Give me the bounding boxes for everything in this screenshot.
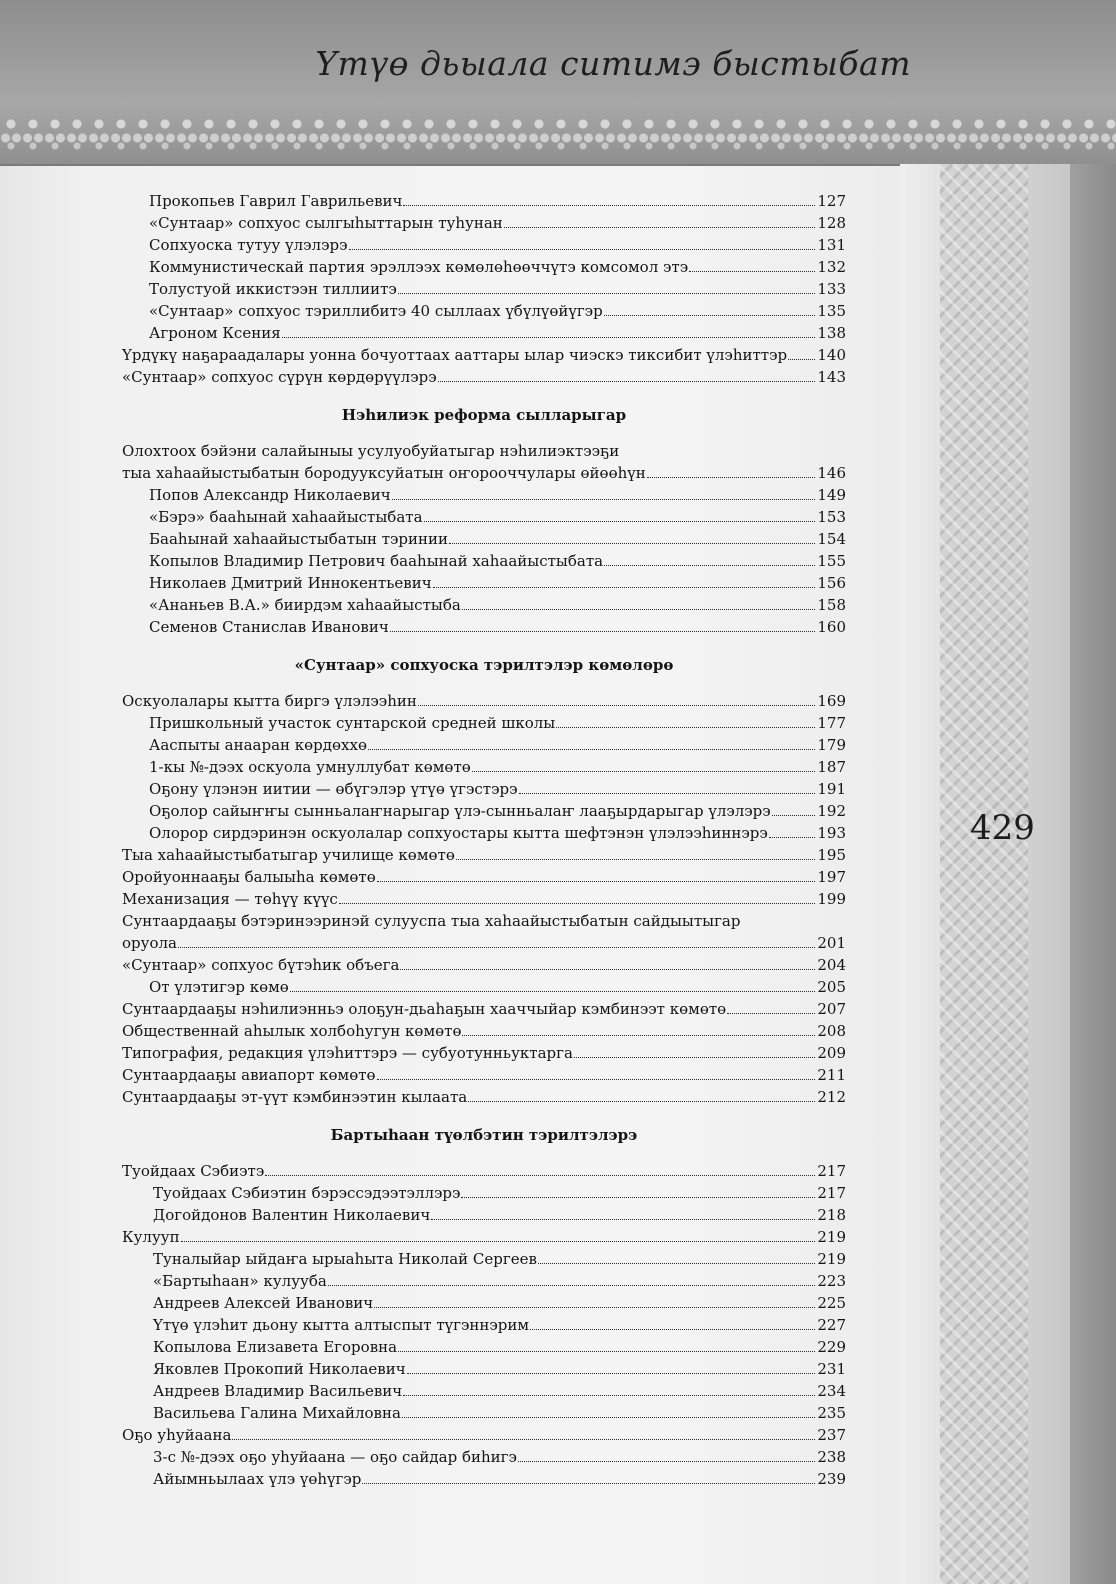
toc-entry-page: 192 [817,802,846,820]
toc-entry-page: 169 [817,692,846,710]
toc-entry-page: 160 [817,618,846,636]
toc-entry-page: 187 [817,758,846,776]
table-of-contents [122,190,846,1490]
toc-entry-title: Сунтаардааҕы эт-үүт кэмбинээтин кылаата [122,1088,468,1106]
dot-leader [504,227,816,228]
toc-entry [122,616,846,638]
toc-entry [122,1446,846,1468]
toc-entry-title: Туойдаах Сэбиэтэ [122,1162,265,1180]
toc-entry-page: 154 [817,530,846,548]
dot-leader [374,1307,815,1308]
toc-entry [122,344,846,366]
toc-entry [122,800,846,822]
dot-leader [424,521,816,522]
dot-leader [181,1241,816,1242]
toc-entry-title: 3-с №-дээх оҕо уһуйаана — оҕо сайдар биһигэ [153,1448,517,1466]
page-edge-shadow [1070,164,1116,1584]
toc-entry-title: «Сунтаар» сопхуос сүрүн көрдөрүүлэрэ [122,368,437,386]
toc-entry [122,954,846,976]
toc-entry-title: Яковлев Прокопий Николаевич [153,1360,406,1378]
toc-entry-title: Ааспыты анааран көрдөххө [149,736,368,754]
toc-entry [122,712,846,734]
toc-entry-title: Айымньылаах үлэ үөһүгэр [153,1470,362,1488]
dot-leader [290,991,816,992]
dot-leader [377,1079,816,1080]
dot-leader [604,565,815,566]
dot-leader [468,1101,815,1102]
toc-entry-title: Сунтаардааҕы авиапорт көмөтө [122,1066,376,1084]
dot-leader [398,293,816,294]
toc-entry [122,594,846,616]
toc-entry-title: «Бэрэ» бааһынай хаһаайыстыбата [149,508,423,526]
dot-leader [403,1395,815,1396]
dot-leader [461,1197,815,1198]
toc-entry-page: 231 [817,1360,846,1378]
toc-entry [122,1292,846,1314]
toc-entry [122,976,846,998]
toc-entry [122,1402,846,1424]
toc-entry-page: 153 [817,508,846,526]
dot-leader [433,587,816,588]
toc-entry-title: Механизация — төһүү күүс [122,890,338,908]
toc-entry-page: 225 [817,1294,846,1312]
ornament-border [0,104,1116,166]
toc-entry [122,234,846,256]
toc-entry-page: 219 [817,1228,846,1246]
dot-leader [689,271,815,272]
toc-entry [122,572,846,594]
dot-leader [362,1483,815,1484]
dot-leader [530,1329,815,1330]
toc-entry [122,278,846,300]
toc-entry-page: 156 [817,574,846,592]
toc-entry [122,690,846,712]
toc-entry-page: 179 [817,736,846,754]
toc-entry [122,484,846,506]
toc-entry [122,778,846,800]
toc-entry [122,756,846,778]
toc-entry [122,734,846,756]
dot-leader [431,1219,815,1220]
toc-entry-page: 155 [817,552,846,570]
toc-entry-page: 143 [817,368,846,386]
toc-entry-title: Тыа хаһаайыстыбатыгар училище көмөтө [122,846,455,864]
toc-entry-title: 1-кы №-дээх оскуола умнуллубат көмөтө [149,758,471,776]
toc-entry-page: 217 [817,1162,846,1180]
toc-entry [122,822,846,844]
toc-entry-title: «Бартыһаан» кулууба [153,1272,327,1290]
toc-entry-title: Сопхуоска тутуу үлэлэрэ [149,236,348,254]
dot-leader [407,1373,816,1374]
toc-entry-page: 223 [817,1272,846,1290]
toc-entry [122,1086,846,1108]
toc-entry [122,1204,846,1226]
dot-leader [418,705,816,706]
toc-entry-page: 149 [817,486,846,504]
dot-leader [518,1461,815,1462]
toc-entry-page: 212 [817,1088,846,1106]
toc-entry-page: 234 [817,1382,846,1400]
toc-entry-title: «Ананьев В.А.» биирдэм хаһаайыстыба [149,596,461,614]
toc-entry-page: 132 [817,258,846,276]
toc-entry [122,300,846,322]
toc-entry-title: Агроном Ксения [149,324,281,342]
toc-entry-title: Оҕо уһуйаана [122,1426,232,1444]
dot-leader [727,1013,815,1014]
toc-entry-page: 146 [817,464,846,482]
toc-entry-title: Пришкольный участок сунтарской средней школы [149,714,556,732]
toc-entry-title: Андреев Алексей Иванович [153,1294,374,1312]
toc-entry: Олохтоох бэйэни салайыныы усулуобуйатыгар нэһилиэктээҕи [122,442,620,460]
dot-leader [462,609,816,610]
running-header-title: Үтүө дьыала ситимэ быстыбат [315,44,911,83]
toc-entry-page: 237 [817,1426,846,1444]
toc-entry-title: «Сунтаар» сопхуос тэриллибитэ 40 сыллаах үбүлүөйүгэр [149,302,603,320]
toc-entry [122,1336,846,1358]
toc-entry-title: Туналыйар ыйдаҥа ырыаһыта Николай Сергеев [153,1250,537,1268]
toc-entry-page: 133 [817,280,846,298]
toc-entry-page: 219 [817,1250,846,1268]
toc-entry-page: 217 [817,1184,846,1202]
toc-entry-page: 209 [817,1044,846,1062]
toc-entry [122,190,846,212]
toc-entry [122,462,846,484]
section-heading: Нэһилиэк реформа сылларыгар [341,406,627,424]
toc-entry-title: Попов Александр Николаевич [149,486,391,504]
toc-entry [122,888,846,910]
dot-leader [556,727,815,728]
dot-leader [178,947,815,948]
toc-entry-page: 239 [817,1470,846,1488]
toc-entry-page: 238 [817,1448,846,1466]
toc-entry-title: Васильева Галина Михайловна [153,1404,401,1422]
dot-leader [472,771,816,772]
toc-entry [122,212,846,234]
toc-entry-page: 208 [817,1022,846,1040]
toc-entry-page: 197 [817,868,846,886]
toc-entry-title: Толустуой иккистээн тиллиитэ [149,280,397,298]
page-number: 429 [970,808,1035,848]
toc-entry [122,1468,846,1490]
toc-entry-title: Копылова Елизавета Егоровна [153,1338,398,1356]
toc-entry [122,1064,846,1086]
dot-leader [647,477,816,478]
dot-leader [349,249,816,250]
toc-entry-title: Оҕолор сайыҥҥы сынньалаҥнарыгар үлэ-сынньалаҥ лааҕырдарыгар үлэлэрэ [149,802,771,820]
toc-entry-page: 140 [817,346,846,364]
toc-entry-page: 218 [817,1206,846,1224]
toc-entry [122,844,846,866]
toc-entry [122,1042,846,1064]
dot-leader [519,793,816,794]
dot-leader [390,631,816,632]
toc-entry-page: 201 [817,934,846,952]
toc-entry-page: 177 [817,714,846,732]
header-band [0,0,1116,104]
toc-entry-title: Коммунистическай партия эрэллээх көмөлөһөөччүтэ комсомол этэ [149,258,689,276]
toc-entry-page: 131 [817,236,846,254]
toc-entry-page: 135 [817,302,846,320]
toc-entry [122,1270,846,1292]
dot-leader [339,903,816,904]
dot-leader [403,205,815,206]
decorative-ornament-strip [940,164,1028,1584]
dot-leader [232,1439,815,1440]
dot-leader [282,337,816,338]
toc-entry-title: Оскуолалары кытта биргэ үлэлээһин [122,692,417,710]
toc-entry-title: «Сунтаар» сопхуос бүтэһик объега [122,956,400,974]
dot-leader [377,881,816,882]
dot-leader [538,1263,815,1264]
toc-entry-title: Оройуоннааҕы балыыһа көмөтө [122,868,376,886]
toc-entry [122,1424,846,1446]
dot-leader [574,1057,815,1058]
dot-leader [788,359,815,360]
toc-entry-title: Общественнай аһылык холбоһугун көмөтө [122,1022,462,1040]
toc-entry-page: 158 [817,596,846,614]
section-heading: «Сунтаар» сопхуоска тэрилтэлэр көмөлөрө [294,656,674,674]
toc-entry [122,366,846,388]
dot-leader [769,837,816,838]
toc-entry: Сунтаардааҕы бэтэринээринэй сулууспа тыа хаһаайыстыбатын сайдыытыгар [122,912,741,930]
toc-entry-page: 191 [817,780,846,798]
toc-entry-page: 138 [817,324,846,342]
dot-leader [402,1417,815,1418]
toc-entry-title: Семенов Станислав Иванович [149,618,389,636]
toc-entry-title: Догойдонов Валентин Николаевич [153,1206,431,1224]
toc-entry-title: Копылов Владимир Петрович бааһынай хаһаайыстыбата [149,552,604,570]
toc-entry-title: Андреев Владимир Васильевич [153,1382,403,1400]
toc-entry [122,1020,846,1042]
toc-entry-page: 205 [817,978,846,996]
dot-leader [400,969,815,970]
toc-entry-title: От үлэтигэр көмө [149,978,289,996]
toc-entry [122,866,846,888]
toc-entry-page: 229 [817,1338,846,1356]
dot-leader [449,543,815,544]
toc-entry-page: 128 [817,214,846,232]
toc-entry [122,528,846,550]
dot-leader [438,381,816,382]
toc-entry-page: 195 [817,846,846,864]
toc-entry-title: Үтүө үлэһит дьону кытта алтыспыт түгэннэрим [153,1316,530,1334]
dot-leader [328,1285,816,1286]
toc-entry [122,1182,846,1204]
toc-entry-title: Үрдүкү наҕараадалары уонна бочуоттаах ааттары ылар чиэскэ тиксибит үлэһиттэр [122,346,788,364]
toc-entry-page: 127 [817,192,846,210]
dot-leader [398,1351,815,1352]
toc-entry [122,1248,846,1270]
toc-entry [122,1314,846,1336]
toc-entry [122,1380,846,1402]
toc-entry-page: 227 [817,1316,846,1334]
toc-entry-title: Кулууп [122,1228,180,1246]
toc-entry-page: 211 [817,1066,846,1084]
toc-entry-title: Олорор сирдэринэн оскуолалар сопхуостары кытта шефтэнэн үлэлээһиннэрэ [149,824,768,842]
toc-entry-page: 235 [817,1404,846,1422]
toc-entry [122,932,846,954]
toc-entry-title: Бааһынай хаһаайыстыбатын тэринии [149,530,449,548]
toc-entry-page: 199 [817,890,846,908]
toc-entry [122,256,846,278]
toc-entry [122,1160,846,1182]
toc-entry-title: Оҕону үлэнэн иитии — өбүгэлэр үтүө үгэстэрэ [149,780,518,798]
toc-entry [122,550,846,572]
toc-entry-title: Николаев Дмитрий Иннокентьевич [149,574,432,592]
dot-leader [462,1035,815,1036]
toc-entry-page: 207 [817,1000,846,1018]
toc-entry [122,1226,846,1248]
toc-entry-page: 193 [817,824,846,842]
toc-entry-title: оруола [122,934,177,952]
toc-entry [122,998,846,1020]
dot-leader [604,315,816,316]
toc-entry-title: Сунтаардааҕы нэһилиэнньэ олоҕун-дьаһаҕын хааччыйар кэмбинээт көмөтө [122,1000,727,1018]
dot-leader [265,1175,815,1176]
toc-entry [122,1358,846,1380]
toc-entry-title: «Сунтаар» сопхуос сылгыһыттарын туһунан [149,214,503,232]
toc-entry-title: Прокопьев Гаврил Гаврильевич [149,192,403,210]
toc-entry-page: 204 [817,956,846,974]
toc-entry-title: Типография, редакция үлэһиттэрэ — субуотунньуктарга [122,1044,573,1062]
dot-leader [456,859,816,860]
toc-entry-title: Туойдаах Сэбиэтин бэрэссэдээтэллэрэ [153,1184,461,1202]
toc-entry [122,506,846,528]
toc-entry [122,322,846,344]
toc-entry-title: тыа хаһаайыстыбатын бородууксуйатын оҥорооччулары өйөөһүн [122,464,646,482]
dot-leader [772,815,816,816]
section-heading: Бартыһаан түөлбэтин тэрилтэлэрэ [330,1126,638,1144]
dot-leader [392,499,816,500]
dot-leader [368,749,815,750]
